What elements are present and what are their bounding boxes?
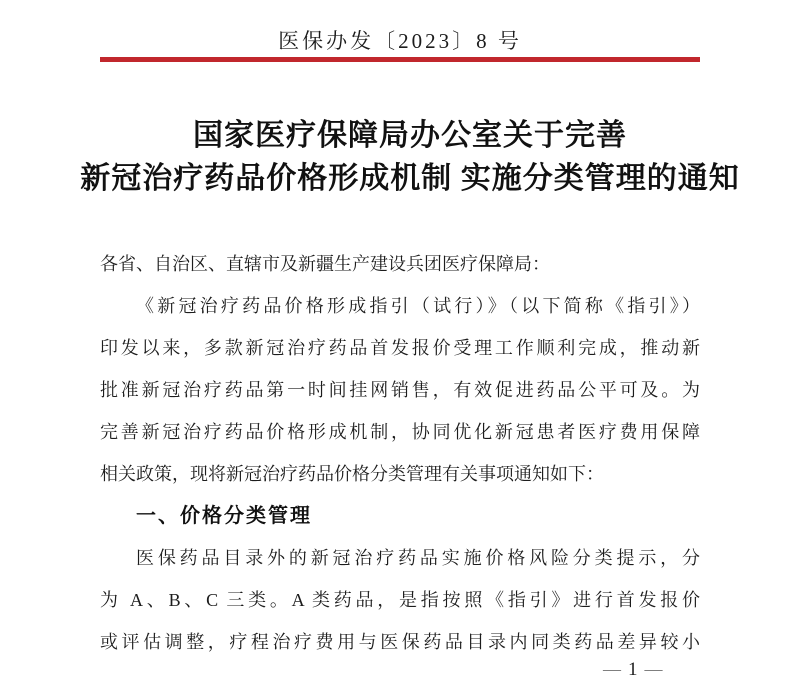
page-number-footer — [596, 659, 670, 681]
document-title — [0, 114, 800, 200]
body-line: 印发以来，多款新冠治疗药品首发报价受理工作顺利完成，推动新 — [100, 338, 700, 358]
document-body — [100, 243, 700, 663]
document-title-line-1: 国家医疗保障局办公室关于完善 — [193, 119, 627, 152]
document-number: 医保办发〔2023〕8 号 — [278, 29, 522, 53]
body-line: 为 A、B、C 三类。A 类药品，是指按照《指引》进行首发报价 — [100, 590, 700, 610]
document-title-line-2: 新冠治疗药品价格形成机制 实施分类管理的通知 — [80, 162, 740, 195]
body-line: 医保药品目录外的新冠治疗药品实施价格风险分类提示，分 — [136, 548, 700, 568]
body-line: 相关政策，现将新冠治疗药品价格分类管理有关事项通知如下： — [100, 464, 604, 484]
section-heading: 一、价格分类管理 — [136, 505, 312, 527]
body-line: 或评估调整，疗程治疗费用与医保药品目录内同类药品差异较小 — [100, 632, 700, 652]
footer-dash-right: — — [644, 659, 663, 679]
red-separator-line — [100, 57, 700, 62]
salutation-line: 各省、自治区、直辖市及新疆生产建设兵团医疗保障局： — [100, 254, 550, 274]
page-number: 1 — [628, 659, 638, 680]
body-line: 批准新冠治疗药品第一时间挂网销售，有效促进药品公平可及。为 — [100, 380, 700, 400]
body-line: 《新冠治疗药品价格形成指引（试行）》（以下简称《指引》） — [136, 296, 700, 316]
body-line: 完善新冠治疗药品价格形成机制，协同优化新冠患者医疗费用保障 — [100, 422, 700, 442]
footer-dash-left: — — [603, 659, 621, 679]
